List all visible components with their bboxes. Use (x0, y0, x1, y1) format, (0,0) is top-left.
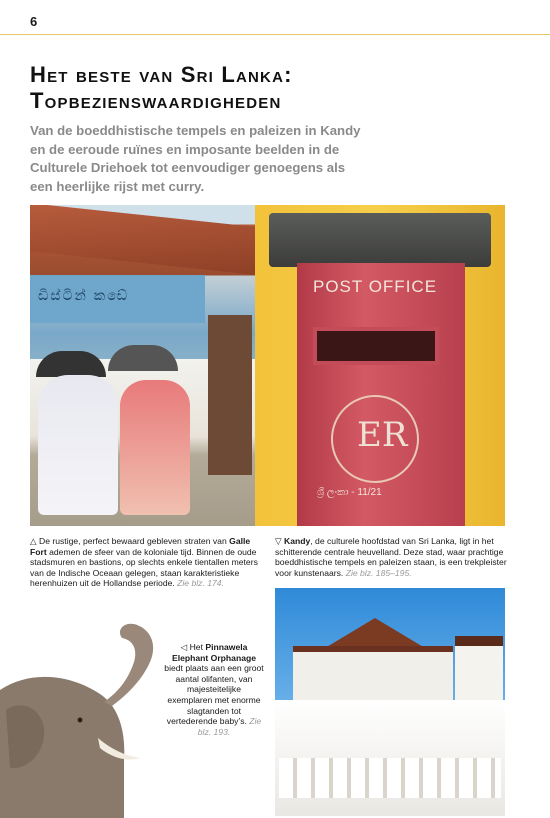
post-office-label: POST OFFICE (313, 277, 438, 296)
header-rule (0, 34, 550, 35)
caption-text: De rustige, perfect bewaard gebleven straten van (36, 536, 230, 546)
umbrella (36, 351, 106, 377)
page-title-line-1: Het beste van Sri Lanka: (30, 62, 293, 87)
elephant-image (0, 610, 190, 818)
triangle-up-icon: △ (30, 536, 37, 546)
caption-text: biedt plaats aan een groot aantal olifanten, van majesteitelijke exemplaren met enorme slagtanden tot vertederende baby’s. (164, 663, 264, 727)
shop-sign (30, 275, 205, 323)
letter-slot (313, 327, 439, 365)
post-box-script: ශ්‍රී ලංකා - 11/21 (317, 487, 382, 498)
page-number: 6 (30, 14, 38, 29)
royal-monogram: ER (357, 415, 408, 455)
tiled-roof (30, 205, 255, 275)
page-reference: Zie blz. 185–195. (343, 567, 412, 578)
doorway (208, 315, 252, 475)
elephant-eye (78, 718, 83, 723)
page-reference: Zie blz. 174. (174, 578, 224, 589)
page-title (30, 62, 530, 114)
galle-fort-photo (30, 205, 255, 526)
caption-text: , de culturele hoofdstad van Sri Lanka, ligt in het schitterende centrale heuvelland. Deze stad, waar prachtige boeddhistische tempels en paleizen staan, is een trekpleister voor kunstenaars. (275, 536, 507, 578)
kandy-temple-photo (275, 588, 505, 816)
umbrella (108, 345, 178, 371)
intro-text: Van de boeddhistische tempels en paleizen in Kandy en de eeroude ruïnes en imposante beelden in de Culturele Driehoek tot eenvoudiger genoegens als een heerlijke rijst met curry. (30, 123, 361, 194)
caption-text: ademen de sfeer van de koloniale tijd. Binnen de oude stadsmuren en bastions, op slechts enkele tientallen meters van de Indische Oceaan gelegen, staan karakteristieke herenhuizen uit de Hollandse periode. (30, 546, 258, 589)
page-reference: Zie blz. 193. (197, 716, 262, 737)
temple-octagon (293, 646, 453, 708)
triangle-left-icon: ◁ (180, 642, 188, 652)
caption-place-name: Galle Fort (30, 536, 251, 557)
caption-elephant-orphanage (164, 642, 264, 737)
post-box-photo (255, 205, 505, 526)
caption-kandy (275, 536, 508, 578)
page-title-line-2: Topbezienswaardigheden (30, 88, 282, 113)
temple-arches (279, 758, 501, 798)
elephant-trunk (104, 624, 153, 706)
shop-sign-text: ඩිස්ටින් කඩේ (38, 287, 130, 303)
caption-place-name: Pinnawela Elephant Orphanage (171, 642, 257, 663)
caption-place-name: Kandy (284, 536, 311, 546)
woman-in-white-sari (38, 375, 118, 515)
caption-galle-fort (30, 536, 260, 589)
caption-text: Het (187, 642, 206, 652)
post-box-cap (269, 213, 491, 267)
triangle-down-icon: ▽ (275, 536, 282, 546)
woman-in-red-sari (120, 380, 190, 515)
royal-crest (331, 395, 419, 483)
